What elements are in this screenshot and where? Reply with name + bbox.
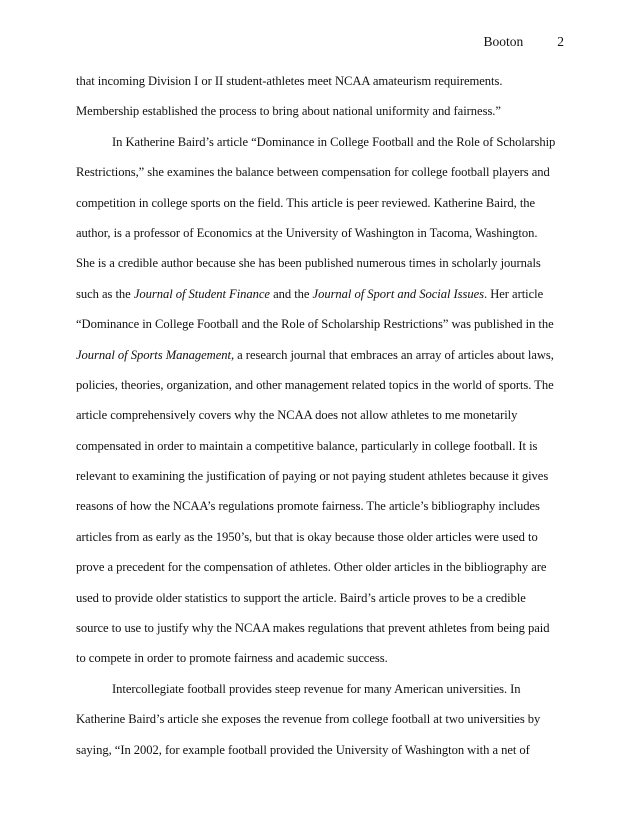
line-text: saying, “In 2002, for example football provided the University of Washington with a net of xyxy=(76,742,530,757)
document-body xyxy=(76,70,570,769)
header-author: Booton xyxy=(483,34,524,49)
text-line xyxy=(76,465,570,495)
line-text: author, is a professor of Economics at the University of Washington in Tacoma, Washington. xyxy=(76,225,538,240)
line-text: policies, theories, organization, and other management related topics in the world of sports. The xyxy=(76,377,554,392)
text-line xyxy=(76,526,570,556)
line-text: Intercollegiate football provides steep revenue for many American universities. In xyxy=(112,681,521,696)
text-line xyxy=(76,678,570,708)
line-text: such as the xyxy=(76,286,134,301)
text-line xyxy=(76,344,570,374)
line-text: “Dominance in College Football and the Role of Scholarship Restrictions” was published in the xyxy=(76,317,554,332)
line-text: prove a precedent for the compensation of athletes. Other older articles in the bibliography are xyxy=(76,560,547,575)
line-text: source to use to justify why the NCAA makes regulations that prevent athletes from being paid xyxy=(76,621,550,636)
text-line xyxy=(76,283,570,313)
line-text: reasons of how the NCAA’s regulations promote fairness. The article’s bibliography includes xyxy=(76,499,540,514)
text-line xyxy=(76,647,570,677)
text-line xyxy=(76,161,570,191)
italic-title-text: Journal of Sports Management, xyxy=(76,347,235,362)
text-line xyxy=(76,587,570,617)
italic-title-text: Journal of Sport and Social Issues xyxy=(312,286,485,301)
line-text: to compete in order to promote fairness and academic success. xyxy=(76,651,388,666)
line-text: that incoming Division I or II student-athletes meet NCAA amateurism requirements. xyxy=(76,74,503,88)
text-line xyxy=(76,739,570,769)
header-page-number: 2 xyxy=(557,34,564,49)
text-line xyxy=(76,70,570,100)
text-line xyxy=(76,131,570,161)
text-line xyxy=(76,313,570,343)
line-text: a research journal that embraces an array of articles about laws, xyxy=(234,347,554,362)
text-line xyxy=(76,252,570,282)
line-text: In Katherine Baird’s article “Dominance in College Football and the Role of Scholarship xyxy=(112,134,556,149)
line-text: and the xyxy=(269,286,313,301)
text-line xyxy=(76,495,570,525)
line-text: article comprehensively covers why the NCAA does not allow athletes to me monetarily xyxy=(76,408,518,423)
text-line xyxy=(76,556,570,586)
line-text: She is a credible author because she has been published numerous times in scholarly journals xyxy=(76,256,541,271)
text-line xyxy=(76,435,570,465)
text-line xyxy=(76,100,570,130)
text-line xyxy=(76,708,570,738)
line-text: competition in college sports on the field. This article is peer reviewed. Katherine Baird, the xyxy=(76,195,536,210)
line-text: Restrictions,” she examines the balance between compensation for college football players and xyxy=(76,165,550,180)
text-line xyxy=(76,222,570,252)
text-line xyxy=(76,374,570,404)
line-text: Katherine Baird’s article she exposes the revenue from college football at two universities by xyxy=(76,712,541,727)
text-line xyxy=(76,404,570,434)
line-text: compensated in order to maintain a competitive balance, particularly in college football. It is xyxy=(76,438,538,453)
italic-title-text: Journal of Student Finance xyxy=(133,286,270,301)
line-text: Membership established the process to bring about national uniformity and fairness.” xyxy=(76,104,501,119)
text-line xyxy=(76,192,570,222)
page-header xyxy=(483,34,564,50)
line-text: . Her article xyxy=(484,286,544,301)
line-text: articles from as early as the 1950’s, but that is okay because those older articles were used to xyxy=(76,529,538,544)
line-text: used to provide older statistics to support the article. Baird’s article proves to be a credible xyxy=(76,590,526,605)
text-line xyxy=(76,617,570,647)
line-text: relevant to examining the justification of paying or not paying student athletes because it gives xyxy=(76,469,549,484)
